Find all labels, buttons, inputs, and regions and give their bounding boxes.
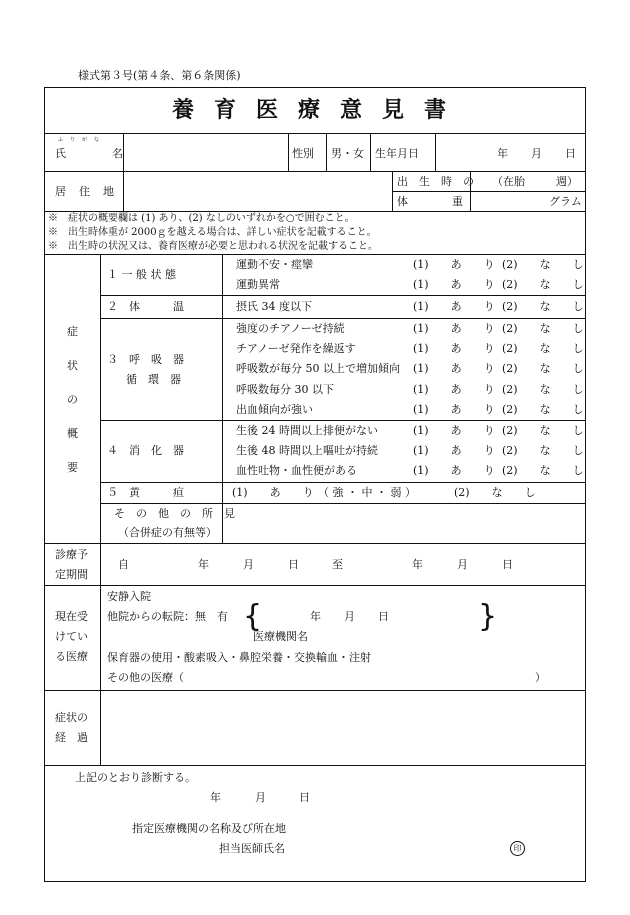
birth-weight-label-1: 出 生 時 の: [397, 175, 474, 188]
divider: [100, 420, 586, 421]
option-nashi[interactable]: (2) な し: [502, 258, 584, 271]
period-to: 至: [332, 558, 343, 571]
progress-label-1: 症状の: [55, 711, 88, 724]
period-to-month: 月: [457, 558, 468, 571]
address-label: 居 住 地: [55, 185, 115, 198]
name-label: 氏 名: [55, 147, 131, 160]
divider: [326, 133, 327, 171]
period-from-year: 年: [198, 558, 209, 571]
symptom-side-label: 概: [67, 427, 78, 440]
period-label-2: 定期間: [55, 568, 88, 581]
divider: [370, 133, 371, 171]
name-furigana: ふ り が な: [58, 137, 101, 143]
divider: [44, 211, 586, 212]
progress-field[interactable]: [101, 691, 585, 764]
sex-label: 性別: [292, 147, 314, 160]
transfer-day: 日: [378, 610, 389, 623]
divider: [435, 133, 436, 171]
form-title: 養育医療意見書: [172, 97, 467, 123]
gestation-open: （在胎: [492, 175, 525, 188]
gram-unit: グラム: [549, 195, 582, 208]
divider: [44, 585, 586, 586]
option-ari[interactable]: (1) あ り: [413, 362, 495, 375]
symptom-item: 運動異常: [236, 278, 280, 291]
dob-day: 日: [565, 147, 576, 160]
symptom-side-label: 要: [67, 461, 78, 474]
symptom-item: 運動不安・痙攣: [236, 258, 313, 271]
divider: [100, 295, 586, 296]
divider: [44, 765, 586, 766]
jaundice-nashi[interactable]: (2) な し: [454, 486, 536, 499]
symptom-item: 呼吸数が毎分 50 以上で増加傾向: [236, 362, 400, 375]
diagnosis-day: 日: [299, 791, 310, 804]
divider: [288, 133, 289, 171]
right-brace-icon: }: [478, 599, 498, 634]
other-findings-label: そ の 他 の 所 見: [114, 507, 235, 520]
symptom-item: 呼吸数毎分 30 以下: [236, 383, 334, 396]
birth-weight-label-2: 体 重: [397, 195, 463, 208]
transfer-option[interactable]: 他院からの転院：無 有: [107, 610, 228, 623]
divider: [100, 254, 101, 765]
divider: [392, 171, 393, 211]
symptom-side-label: の: [67, 393, 78, 406]
option-nashi[interactable]: (2) な し: [502, 342, 584, 355]
left-brace-icon: {: [243, 599, 263, 634]
temperature-label: ２ 体 温: [107, 300, 184, 313]
divider: [222, 254, 223, 503]
address-field[interactable]: [123, 172, 392, 210]
divider: [44, 254, 586, 255]
respiratory-label: ３ 呼 吸 器: [107, 353, 184, 366]
digestive-label: ４ 消 化 器: [107, 444, 184, 457]
option-ari[interactable]: (1) あ り: [413, 444, 495, 457]
name-field[interactable]: [123, 134, 288, 170]
option-ari[interactable]: (1) あ り: [413, 278, 495, 291]
general-state-label: １ 一 般 状 態: [107, 268, 176, 281]
diagnosis-statement: 上記のとおり診断する。: [75, 771, 196, 784]
symptom-item: チアノーゼ発作を繰返す: [236, 342, 356, 355]
seal-icon: 印: [510, 841, 525, 856]
divider: [100, 318, 586, 319]
note-3: ※ 出生時の状況又は、養育医療が必要と思われる状況を記載すること。: [48, 241, 378, 252]
institution-name-label: 医療機関名: [253, 630, 308, 643]
period-to-day: 日: [502, 558, 513, 571]
period-from: 自: [118, 558, 129, 571]
transfer-year: 年: [310, 610, 321, 623]
option-nashi[interactable]: (2) な し: [502, 464, 584, 477]
rest-admission: 安静入院: [107, 590, 151, 603]
jaundice-ari[interactable]: (1) あ り: [232, 486, 314, 499]
note-1: ※ 症状の概要欄は (1) あり、(2) なしのいずれかを○で囲むこと。: [48, 213, 355, 224]
option-ari[interactable]: (1) あ り: [413, 464, 495, 477]
dob-year: 年: [497, 147, 508, 160]
other-treatment-close: ）: [535, 671, 546, 684]
option-nashi[interactable]: (2) な し: [502, 362, 584, 375]
circulatory-label: 循 環 器: [126, 373, 181, 386]
option-nashi[interactable]: (2) な し: [502, 444, 584, 457]
jaundice-degree[interactable]: （ 強 ・ 中 ・ 弱 ）: [318, 486, 416, 499]
note-2: ※ 出生時体重が 2000ｇを越える場合は、詳しい症状を記載すること。: [48, 227, 377, 238]
symptom-item: 生後 24 時間以上排便がない: [236, 424, 378, 437]
option-nashi[interactable]: (2) な し: [502, 300, 584, 313]
dob-label: 生年月日: [375, 147, 419, 160]
option-nashi[interactable]: (2) な し: [502, 403, 584, 416]
symptom-item: 生後 48 時間以上嘔吐が持続: [236, 444, 378, 457]
option-ari[interactable]: (1) あ り: [413, 342, 495, 355]
period-label-1: 診療予: [55, 548, 88, 561]
symptom-side-label: 症: [67, 325, 78, 338]
option-ari[interactable]: (1) あ り: [413, 403, 495, 416]
dob-month: 月: [531, 147, 542, 160]
option-ari[interactable]: (1) あ り: [413, 258, 495, 271]
option-nashi[interactable]: (2) な し: [502, 278, 584, 291]
divider: [44, 543, 586, 544]
symptom-side-label: 状: [67, 359, 78, 372]
option-ari[interactable]: (1) あ り: [413, 424, 495, 437]
jaundice-label: ５ 黄 疸: [107, 486, 184, 499]
other-treatment-open: その他の医療（: [107, 671, 184, 684]
progress-label-2: 経 過: [55, 731, 88, 744]
symptom-item: 血性吐物・血性便がある: [236, 464, 357, 477]
option-nashi[interactable]: (2) な し: [502, 383, 584, 396]
option-nashi[interactable]: (2) な し: [502, 322, 584, 335]
sex-options[interactable]: 男・女: [331, 147, 364, 160]
symptom-item: 出血傾向が強い: [236, 403, 313, 416]
symptom-item: 摂氏 34 度以下: [236, 300, 312, 313]
option-ari[interactable]: (1) あ り: [413, 383, 495, 396]
complications-label: （合併症の有無等）: [118, 526, 217, 539]
doctor-name-label: 担当医師氏名: [219, 842, 285, 855]
current-treatment-label: 現在受: [55, 610, 88, 623]
option-ari[interactable]: (1) あ り: [413, 322, 495, 335]
other-findings-field[interactable]: [223, 504, 585, 542]
period-from-day: 日: [288, 558, 299, 571]
form-number: 様式第３号(第４条、第６条関係): [78, 69, 241, 82]
symptom-item: 強度のチアノーゼ持続: [236, 322, 345, 335]
institution-address-label: 指定医療機関の名称及び所在地: [132, 822, 286, 835]
period-to-year: 年: [412, 558, 423, 571]
option-ari[interactable]: (1) あ り: [413, 300, 495, 313]
period-from-month: 月: [243, 558, 254, 571]
divider: [100, 482, 586, 483]
divider: [392, 191, 586, 192]
gestation-week: 週）: [556, 175, 578, 188]
transfer-month: 月: [344, 610, 355, 623]
diagnosis-month: 月: [255, 791, 266, 804]
equipment-options[interactable]: 保育器の使用・酸素吸入・鼻腔栄養・交換輸血・注射: [107, 651, 371, 664]
diagnosis-year: 年: [210, 791, 221, 804]
current-treatment-label: けてい: [55, 630, 88, 643]
current-treatment-label: る医療: [55, 650, 88, 663]
option-nashi[interactable]: (2) な し: [502, 424, 584, 437]
